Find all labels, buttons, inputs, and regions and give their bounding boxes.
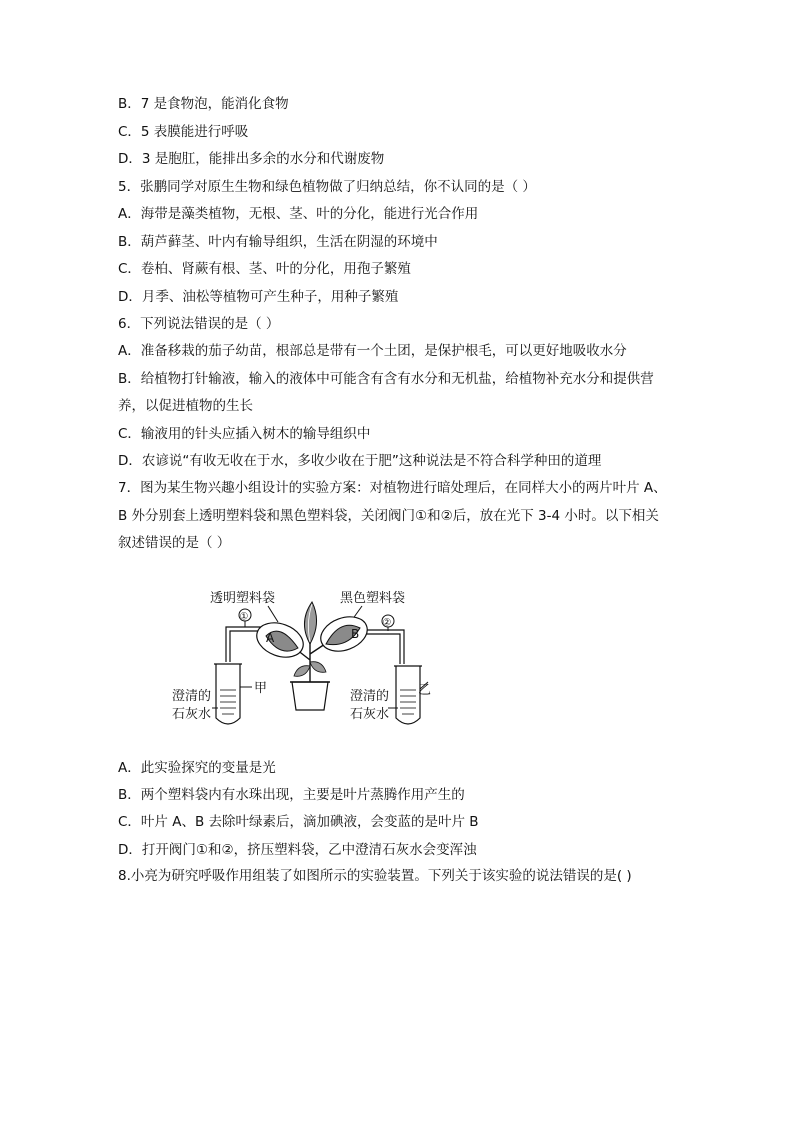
line-q7-d: D．打开阀门①和②，挤压塑料袋，乙中澄清石灰水会变浑浊 (118, 842, 477, 858)
experiment-diagram (160, 582, 430, 732)
line-q7-c: C．叶片 A、B 去除叶绿素后，滴加碘液，会变蓝的是叶片 B (118, 814, 479, 830)
line-q5-c: C．卷柏、肾蕨有根、茎、叶的分化，用孢子繁殖 (118, 261, 411, 277)
label-jia: 甲 (254, 681, 268, 696)
line-q6-b-cont: 养，以促进植物的生长 (118, 398, 253, 414)
line-q5-a: A．海带是藻类植物，无根、茎、叶的分化，能进行光合作用 (118, 206, 479, 222)
line-q4-c: C．5 表膜能进行呼吸 (118, 124, 249, 140)
test-tube-right (396, 666, 420, 724)
leader-transparent (268, 606, 278, 622)
valve-1-label: ① (239, 611, 249, 623)
line-q5-d: D．月季、油松等植物可产生种子，用种子繁殖 (118, 289, 399, 305)
line-q7-stem-1: 7．图为某生物兴趣小组设计的实验方案：对植物进行暗处理后，在同样大小的两片叶片 A、 (118, 480, 667, 496)
line-q8-stem: 8.小亮为研究呼吸作用组装了如图所示的实验装置。下列关于该实验的说法错误的是( ) (118, 868, 632, 884)
limewater-right-2: 石灰水 (350, 707, 390, 722)
line-q5-b: B．葫芦藓茎、叶内有输导组织，生活在阴湿的环境中 (118, 234, 438, 250)
line-q7-b: B．两个塑料袋内有水珠出现，主要是叶片蒸腾作用产生的 (118, 787, 465, 803)
tube-right-inner (360, 634, 400, 664)
line-q7-stem-2: B 外分别套上透明塑料袋和黑色塑料袋，关闭阀门①和②后，放在光下 3-4 小时。以下相关 (118, 508, 659, 524)
line-q4-d: D．3 是胞肛，能排出多余的水分和代谢废物 (118, 151, 385, 167)
label-yi: 乙 (418, 683, 432, 698)
limewater-right-1: 澄清的 (350, 689, 390, 704)
test-tube-left (216, 664, 240, 724)
line-q6-d: D．农谚说“有收无收在于水，多收少收在于肥”这种说法是不符合科学种田的道理 (118, 453, 602, 469)
limewater-left-2: 石灰水 (172, 707, 212, 722)
line-q6-stem: 6．下列说法错误的是（ ） (118, 316, 280, 332)
flower-pot (292, 682, 328, 710)
line-q6-a: A．准备移栽的茄子幼苗，根部总是带有一个土团，是保护根毛，可以更好地吸收水分 (118, 343, 627, 359)
label-transparent-bag: 透明塑料袋 (210, 591, 276, 606)
line-q6-c: C．输液用的针头应插入树木的输导组织中 (118, 426, 371, 442)
line-q7-stem-3: 叙述错误的是（ ） (118, 535, 231, 551)
line-q5-stem: 5．张鹏同学对原生生物和绿色植物做了归纳总结，你不认同的是（ ） (118, 179, 536, 195)
label-black-bag: 黑色塑料袋 (340, 591, 406, 606)
experiment-figure (160, 582, 430, 732)
line-q4-b: B．7 是食物泡，能消化食物 (118, 96, 289, 112)
limewater-left-1: 澄清的 (172, 689, 212, 704)
leaf-a-label: A (266, 631, 275, 645)
leaf-b-label: B (351, 627, 360, 641)
valve-2-label: ② (382, 617, 392, 629)
line-q6-b: B．给植物打针输液，输入的液体中可能含有含有水分和无机盐，给植物补充水分和提供营 (118, 371, 654, 387)
line-q7-a: A．此实验探究的变量是光 (118, 760, 276, 776)
